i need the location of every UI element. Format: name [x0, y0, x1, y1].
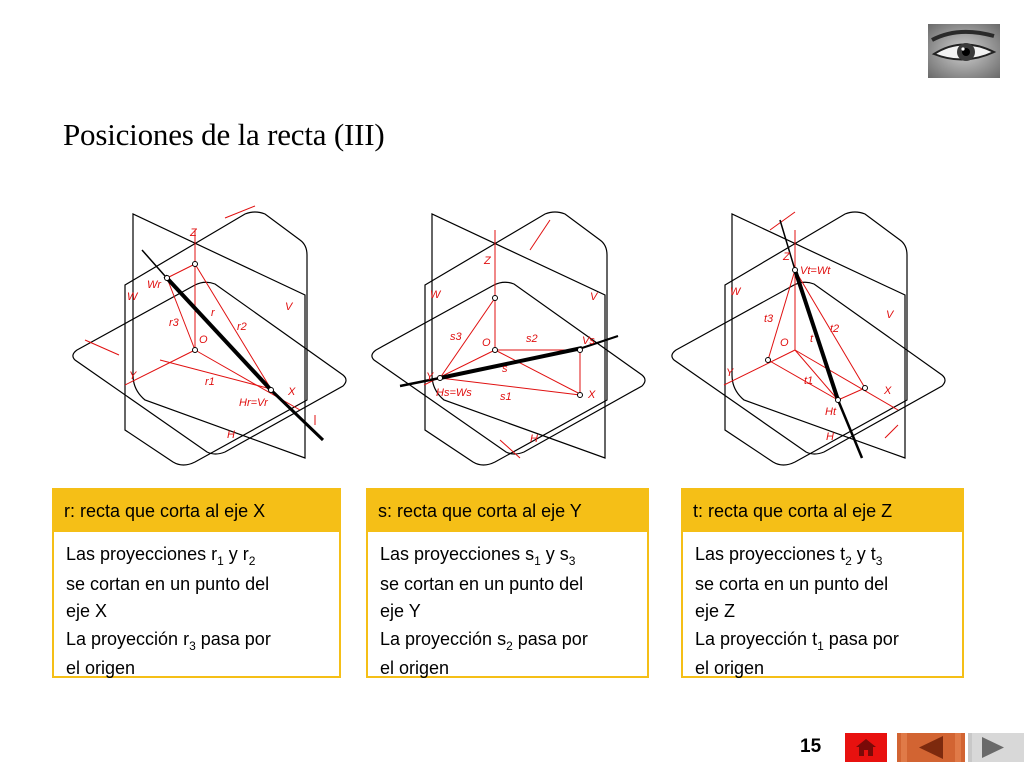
panel-s — [366, 488, 649, 678]
panel-t — [681, 488, 964, 678]
label-w-trace: Wr — [147, 279, 162, 291]
label-p1: r1 — [205, 376, 215, 388]
label-v-trace: Vs — [582, 335, 595, 347]
line-t — [795, 270, 838, 400]
label-h-trace: Hs=Ws — [436, 387, 472, 399]
page-title: Posiciones de la recta (III) — [63, 117, 385, 152]
h-plane — [372, 282, 645, 454]
label-p1: t1 — [804, 375, 814, 387]
panel-header: t: recta que corta al eje Z — [683, 490, 962, 532]
label-p3: r3 — [169, 317, 179, 329]
label-x: X — [884, 385, 892, 397]
label-y: Y — [726, 367, 734, 379]
label-line: s — [502, 363, 508, 375]
label-w: W — [127, 291, 138, 303]
diagram-t — [660, 200, 960, 470]
label-h: H — [530, 433, 538, 445]
label-w: W — [430, 289, 441, 301]
label-p2: s2 — [526, 333, 538, 345]
label-p2: t2 — [830, 323, 840, 335]
label-o: O — [199, 334, 208, 346]
label-v-trace: Vt=Wt — [800, 265, 831, 277]
diagram-s — [360, 200, 660, 470]
label-x: X — [588, 389, 596, 401]
label-v: V — [590, 291, 598, 303]
panel-body: Las proyecciones $t_2$ y $t_3$ se corta en un punto del eje Z La proyección $t_1$ pasa por el origen — [695, 544, 899, 678]
label-h: H — [826, 431, 834, 443]
label-p3: t3 — [764, 313, 774, 325]
label-h-trace: Ht — [825, 406, 836, 418]
diagram-r — [55, 200, 355, 470]
label-z: Z — [190, 227, 197, 239]
line-r — [165, 276, 271, 390]
label-y: Y — [426, 371, 434, 383]
label-p2: r2 — [237, 321, 247, 333]
label-line: t — [810, 333, 814, 345]
panel-body: Las proyecciones $s_1$ y $s_3$ se cortan en un punto del eje Y La proyección $s_2$ pasa por el origen — [380, 544, 588, 678]
label-v: V — [285, 301, 293, 313]
label-p3: s3 — [450, 331, 462, 343]
label-h-trace: Hr=Vr — [239, 397, 268, 409]
label-v: V — [886, 309, 894, 321]
panel-r — [52, 488, 341, 678]
label-o: O — [780, 337, 789, 349]
panel-body: Las proyecciones $r_1$ y $r_2$ se cortan en un punto del eje X La proyección $r_3$ pasa por el origen — [66, 544, 271, 678]
next-button[interactable] — [968, 733, 1024, 762]
label-h: H — [227, 429, 235, 441]
label-o: O — [482, 337, 491, 349]
eye-logo-icon — [928, 24, 1000, 78]
line-s — [440, 348, 582, 378]
panel-header: r: recta que corta al eje X — [54, 490, 339, 532]
label-w: W — [730, 286, 741, 298]
panel-header: s: recta que corta al eje Y — [368, 490, 647, 532]
label-y: Y — [129, 370, 137, 382]
page-number: 15 — [800, 736, 822, 757]
label-z: Z — [783, 251, 790, 263]
triangle-left-icon — [897, 733, 965, 762]
v-plane — [125, 212, 307, 465]
home-button[interactable] — [845, 733, 887, 762]
label-line: r — [211, 307, 215, 319]
previous-button[interactable] — [897, 733, 965, 762]
triangle-right-icon — [968, 733, 1024, 762]
label-x: X — [288, 386, 296, 398]
home-icon — [845, 733, 887, 762]
label-z: Z — [484, 255, 491, 267]
label-p1: s1 — [500, 391, 512, 403]
